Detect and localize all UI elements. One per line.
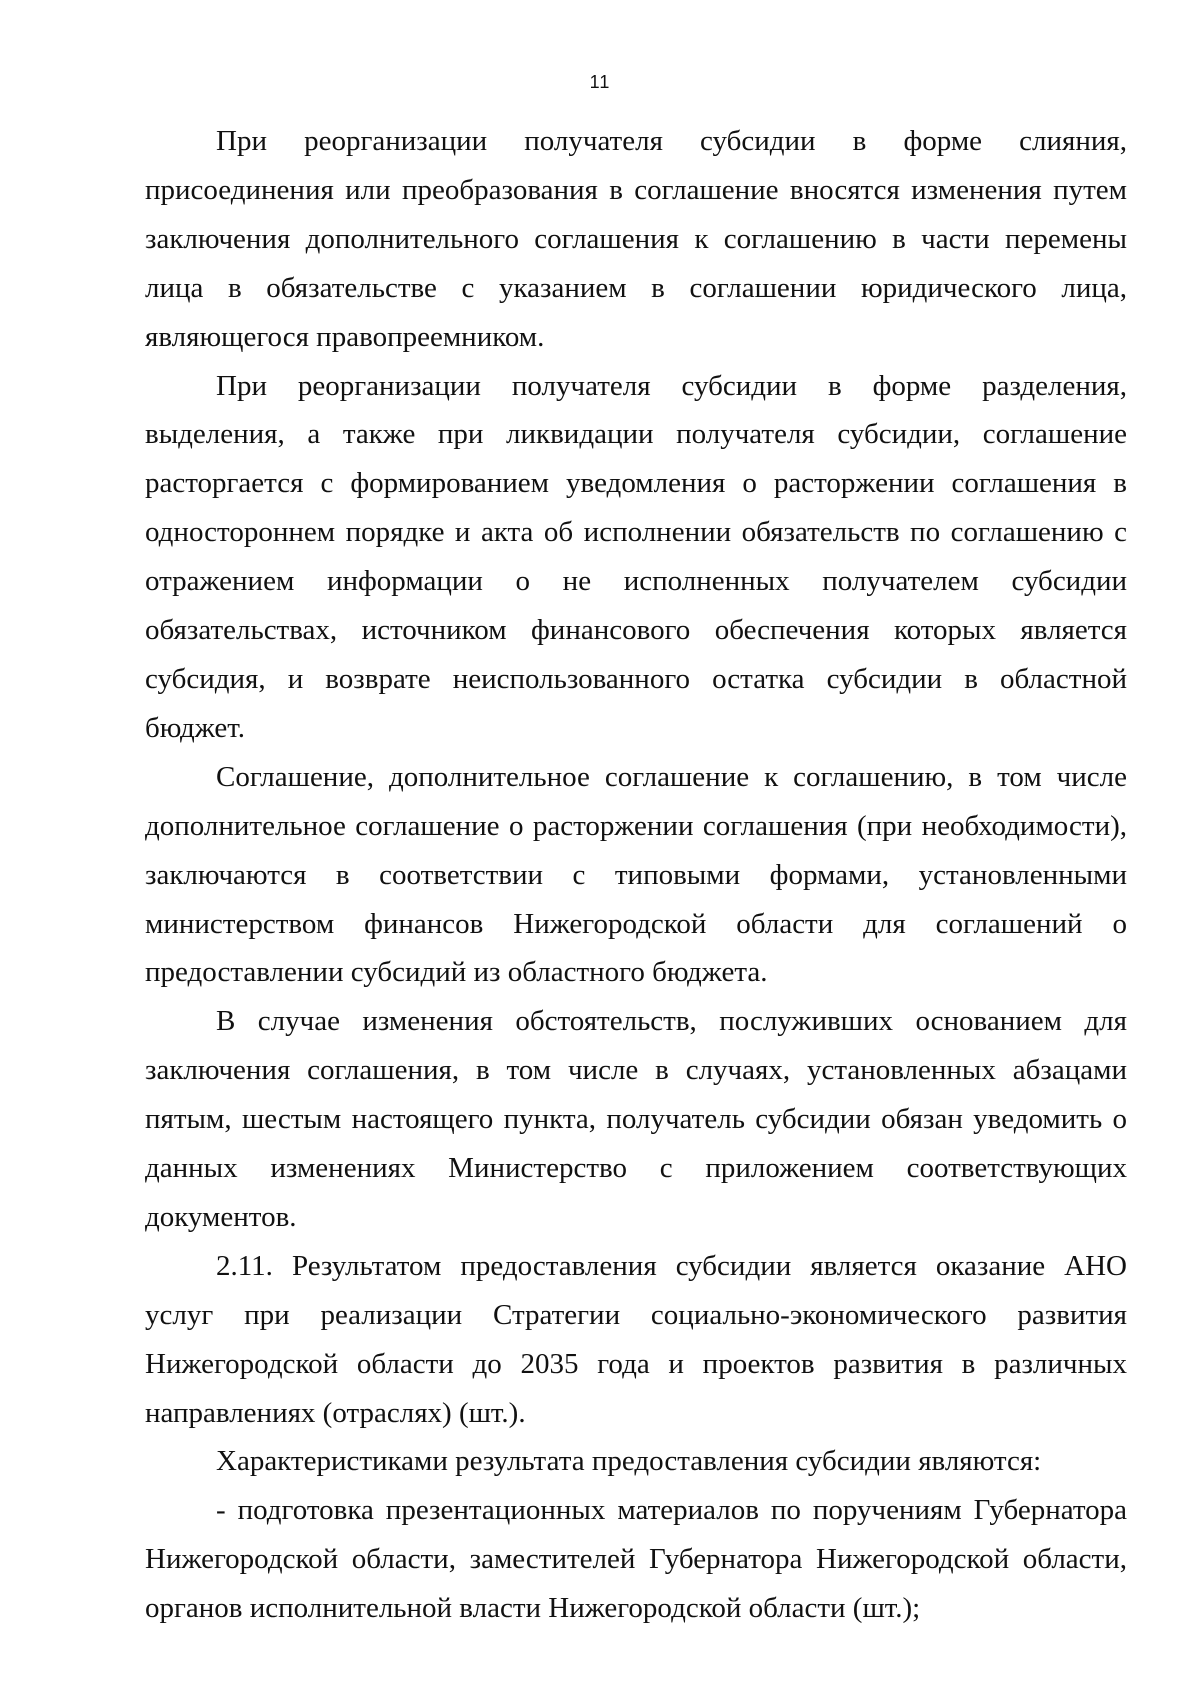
paragraph-reorganization-merger: При реорганизации получателя субсидии в форме слияния, присоединения или преобразования в соглашение вносятся изменения путем заключения дополнительного соглашения к соглашению в части перемены лица в обязательстве с указанием в соглашении юридического лица, являющегося правопреемником. bbox=[145, 125, 1127, 353]
paragraph-reorganization-division: При реорганизации получателя субсидии в форме разделения, выделения, а также при ликвидации получателя субсидии, соглашение расторгается с формированием уведомления о расторжении соглашения в одностороннем порядке и акта об исполнении обязательств по соглашению с отражением информации о не исполненных получателем субсидии обязательствах, источником финансового обеспечения которых является субсидия, и возврате неиспользованного остатка субсидии в областной бюджет. bbox=[145, 369, 1127, 744]
document-body bbox=[145, 117, 1127, 1633]
paragraph-result-characteristics: Характеристиками результата предоставления субсидии являются: bbox=[216, 1445, 1042, 1478]
paragraph-agreement-forms: Соглашение, дополнительное соглашение к соглашению, в том числе дополнительное соглашение о расторжении соглашения (при необходимости), заключаются в соответствии с типовыми формами, установленными министерством финансов Нижегородской области для соглашений о предоставлении субсидий из областного бюджета. bbox=[145, 760, 1127, 989]
list-item-presentation-materials: - подготовка презентационных материалов по поручениям Губернатора Нижегородской области, заместителей Губернатора Нижегородской области, органов исполнительной власти Нижегородской области (шт.); bbox=[145, 1494, 1127, 1625]
paragraph-result-2-11: 2.11. Результатом предоставления субсидии является оказание АНО услуг при реализации Стратегии социально-экономического развития Нижегородской области до 2035 года и проектов развития в различных направлениях (отраслях) (шт.). bbox=[145, 1249, 1127, 1429]
page-number: 11 bbox=[589, 72, 611, 92]
paragraph-change-circumstances: В случае изменения обстоятельств, послуживших основанием для заключения соглашения, в том числе в случаях, установленных абзацами пятым, шестым настоящего пункта, получатель субсидии обязан уведомить о данных изменениях Министерство с приложением соответствующих документов. bbox=[145, 1005, 1127, 1233]
